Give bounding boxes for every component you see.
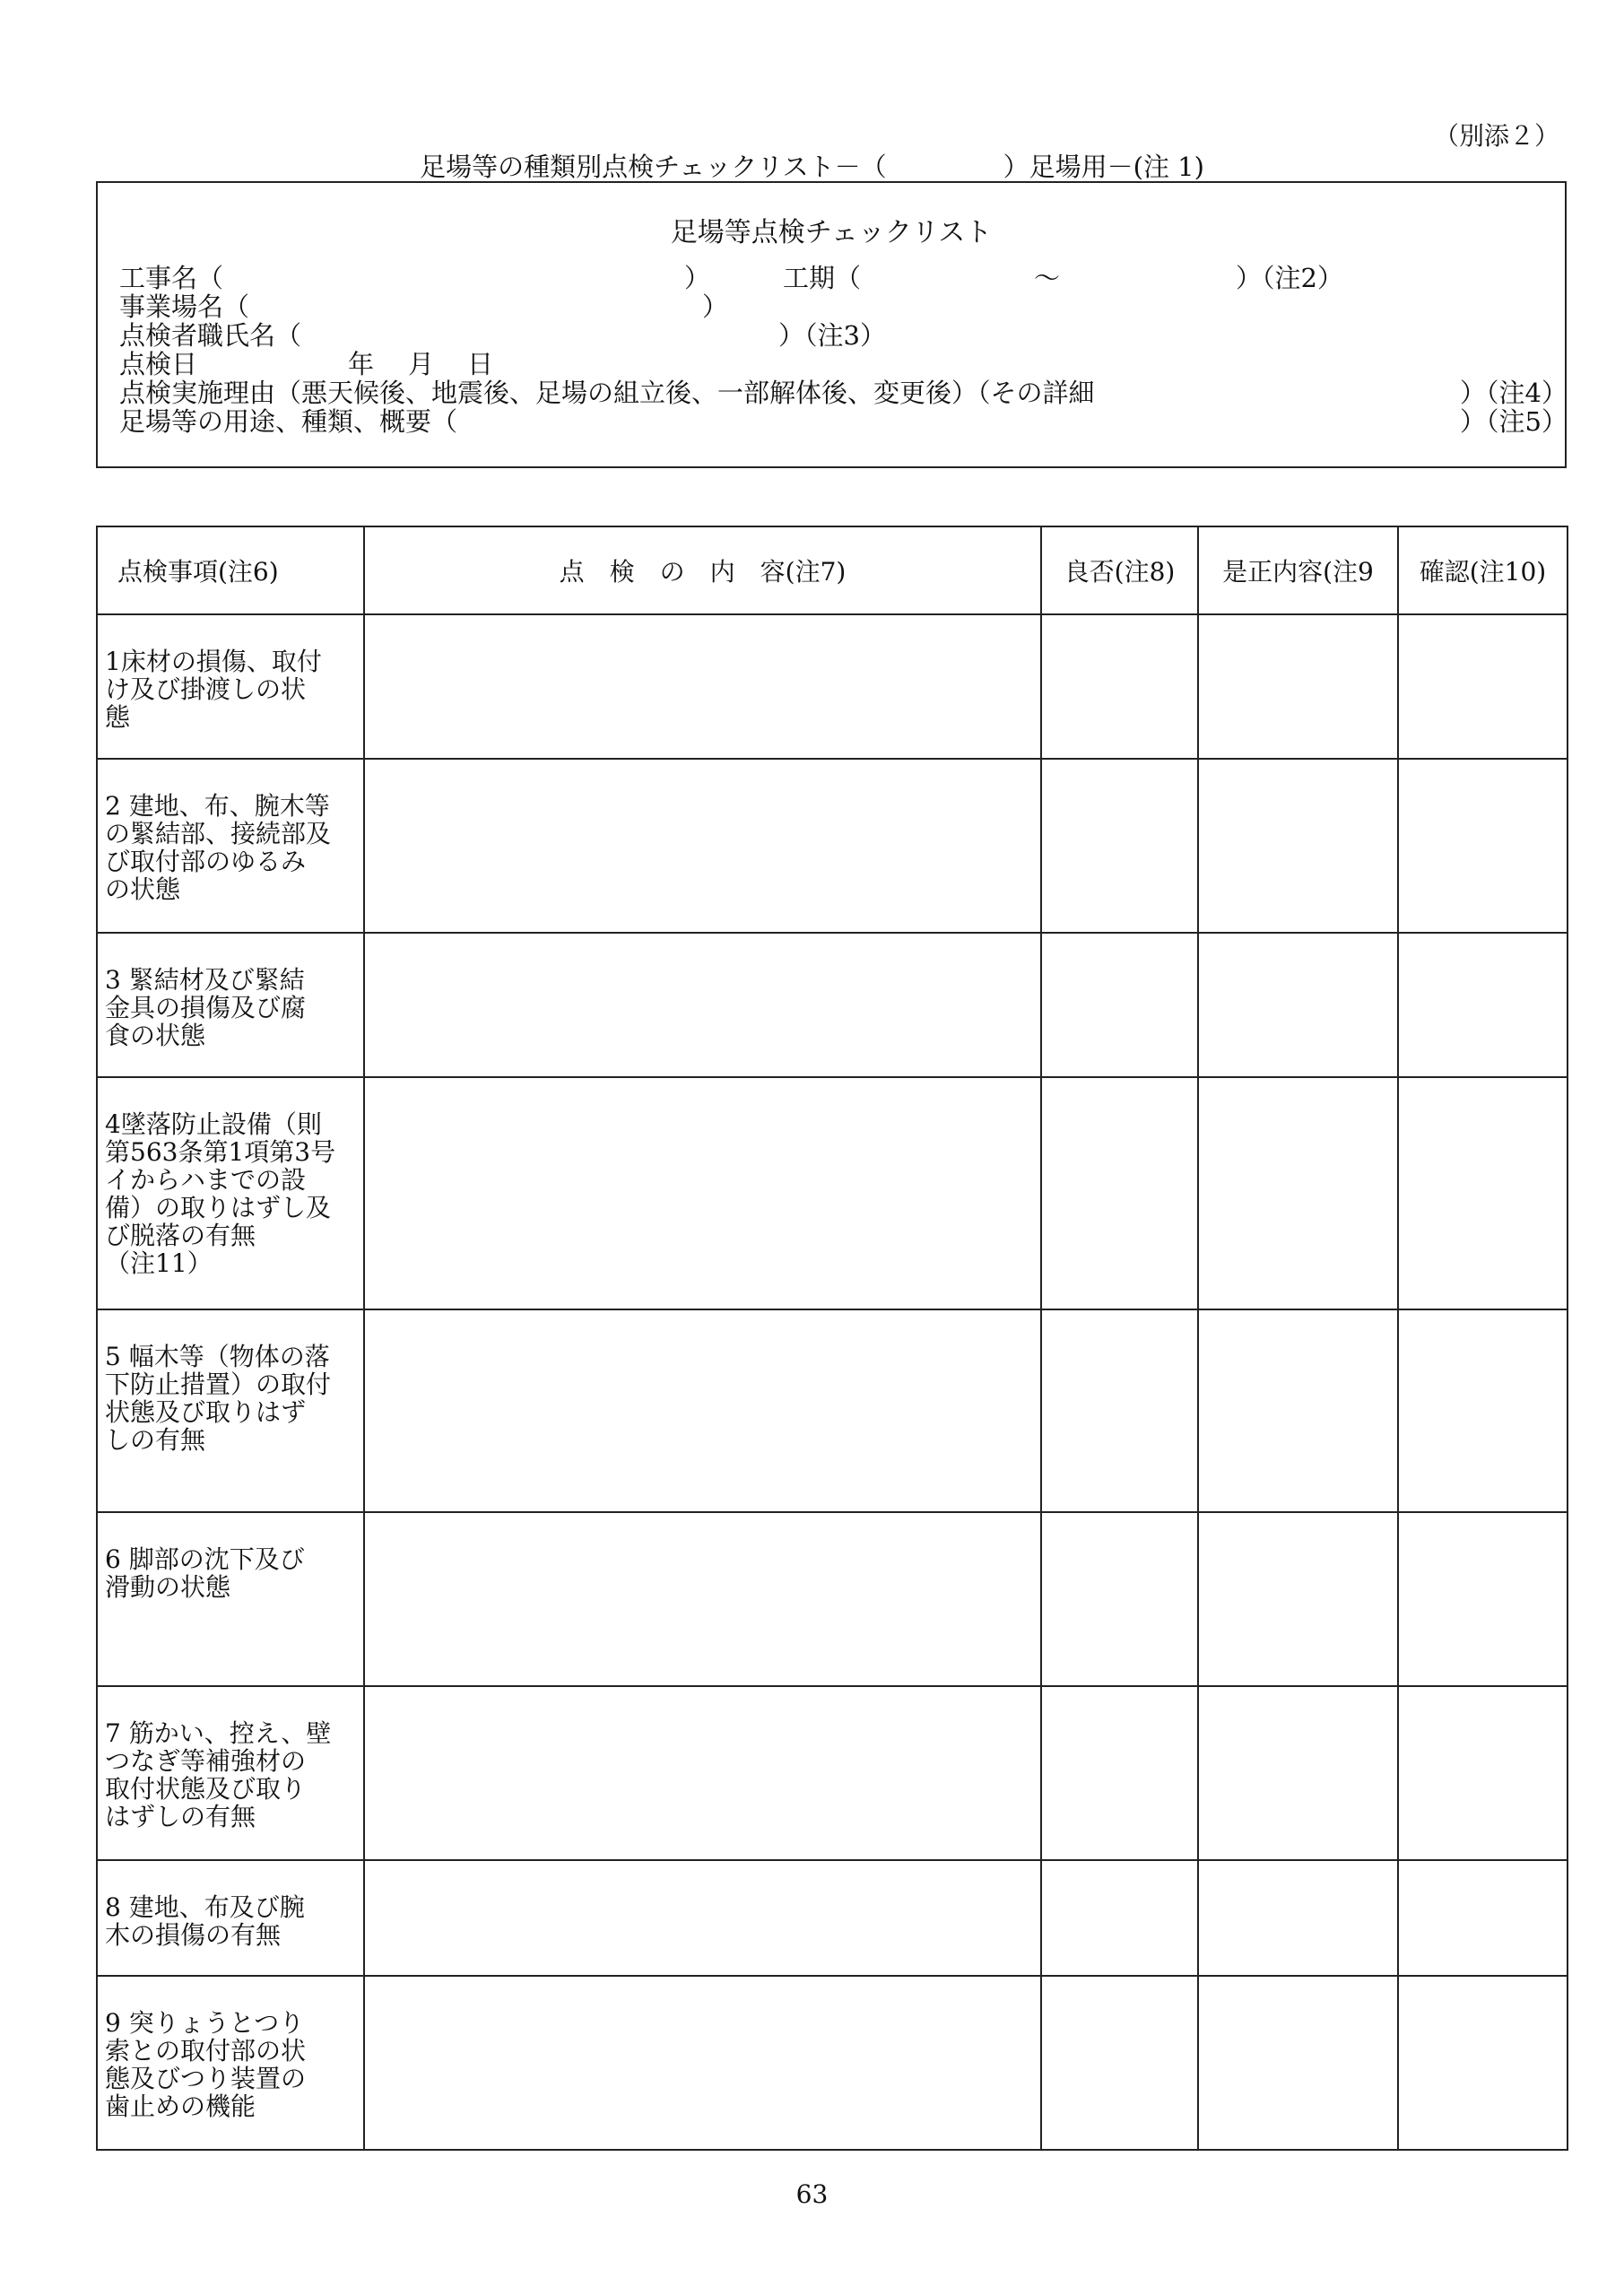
header-confirm: 確認(注10) [1398,526,1568,614]
table-row [97,1077,1568,1309]
result-cell[interactable] [1041,933,1198,1077]
item-text: 5 幅木等（物体の落 下防止措置）の取付 状態及び取りはず しの有無 [105,1342,332,1455]
item-cell [97,1309,364,1512]
date-year-label: 年 [348,349,375,379]
period-tilde: ～ [1034,263,1061,293]
header-correction: 是正内容(注9 [1198,526,1398,614]
item-cell [97,933,364,1077]
content-cell[interactable] [364,1077,1041,1309]
result-cell[interactable] [1041,1976,1198,2150]
content-cell[interactable] [364,1976,1041,2150]
workplace-name-label: 事業場名（ [119,291,250,322]
date-month-label: 月 [408,349,435,379]
item-cell [97,1077,364,1309]
document-title [0,147,1624,184]
table-row [97,1976,1568,2150]
period-label: 工期（ [783,263,862,293]
table-row [97,1686,1568,1860]
item-cell [97,1976,364,2150]
construction-name-label: 工事名（ [119,263,224,293]
confirm-cell[interactable] [1398,1309,1568,1512]
inspection-reason-label: 点検実施理由（悪天候後、地震後、足場の組立後、一部解体後、変更後）（その詳細 [119,378,1095,408]
table-row [97,933,1568,1077]
checklist-title: 足場等点検チェックリスト [670,217,993,248]
result-cell[interactable] [1041,1077,1198,1309]
result-cell[interactable] [1041,1309,1198,1512]
correction-cell[interactable] [1198,614,1398,759]
inspection-header-box [96,181,1567,468]
correction-cell[interactable] [1198,1309,1398,1512]
table-row [97,1309,1568,1512]
correction-cell[interactable] [1198,1860,1398,1976]
usage-close: ）（注5） [1460,406,1568,437]
construction-name-close: ） [684,263,711,293]
content-cell[interactable] [364,1860,1041,1976]
usage-label: 足場等の用途、種類、概要（ [119,406,458,437]
result-cell[interactable] [1041,614,1198,759]
confirm-cell[interactable] [1398,1512,1568,1686]
header-result: 良否(注8) [1041,526,1198,614]
inspection-table [96,526,1568,2151]
correction-cell[interactable] [1198,1686,1398,1860]
inspector-close: ）（注3） [778,320,886,351]
workplace-close: ） [702,291,729,322]
item-text: 2 建地、布、腕木等 の緊結部、接続部及 び取付部のゆるみ の状態 [105,791,332,904]
date-day-label: 日 [467,349,494,379]
attachment-label: （別添２） [1433,121,1559,151]
item-text: 1床材の損傷、取付 け及び掛渡しの状 態 [105,647,322,732]
confirm-cell[interactable] [1398,1686,1568,1860]
content-cell[interactable] [364,759,1041,933]
result-cell[interactable] [1041,1512,1198,1686]
table-header-row [97,526,1568,614]
page-number: 63 [795,2179,829,2209]
item-cell [97,1512,364,1686]
item-cell [97,1860,364,1976]
confirm-cell[interactable] [1398,759,1568,933]
header-item: 点検事項(注6) [97,526,364,614]
header-content: 点 検 の 内 容(注7) [364,526,1041,614]
inspection-date-label: 点検日 [119,349,198,379]
inspector-label: 点検者職氏名（ [119,320,302,351]
content-cell[interactable] [364,1686,1041,1860]
document-title-left: 足場等の種類別点検チェックリスト－（ [420,152,887,182]
item-cell [97,1686,364,1860]
confirm-cell[interactable] [1398,1077,1568,1309]
table-row [97,1860,1568,1976]
table-row [97,614,1568,759]
confirm-cell[interactable] [1398,933,1568,1077]
table-row [97,1512,1568,1686]
correction-cell[interactable] [1198,1077,1398,1309]
content-cell[interactable] [364,1309,1041,1512]
item-text: 8 建地、布及び腕 木の損傷の有無 [105,1892,305,1950]
content-cell[interactable] [364,933,1041,1077]
item-cell [97,614,364,759]
item-text: 7 筋かい、控え、壁 つなぎ等補強材の 取付状態及び取り はずしの有無 [105,1718,332,1831]
period-close: ）（注2） [1236,263,1343,293]
result-cell[interactable] [1041,759,1198,933]
item-text: 3 緊結材及び緊結 金具の損傷及び腐 食の状態 [105,965,307,1050]
item-cell [97,759,364,933]
confirm-cell[interactable] [1398,1860,1568,1976]
correction-cell[interactable] [1198,933,1398,1077]
correction-cell[interactable] [1198,1512,1398,1686]
item-text: 6 脚部の沈下及び 滑動の状態 [105,1544,305,1602]
correction-cell[interactable] [1198,759,1398,933]
confirm-cell[interactable] [1398,1976,1568,2150]
document-title-right: ）足場用－(注 1) [1003,152,1204,182]
reason-close: ）（注4） [1460,378,1568,408]
result-cell[interactable] [1041,1860,1198,1976]
content-cell[interactable] [364,1512,1041,1686]
correction-cell[interactable] [1198,1976,1398,2150]
item-text: 9 突りょうとつり 索との取付部の状 態及びつり装置の 歯止めの機能 [105,2008,307,2121]
item-text: 4墜落防止設備（則 第563条第1項第3号 イからハまでの設 備）の取りはずし及 び脱落の有無 （注11） [105,1109,336,1278]
result-cell[interactable] [1041,1686,1198,1860]
confirm-cell[interactable] [1398,614,1568,759]
content-cell[interactable] [364,614,1041,759]
table-row [97,759,1568,933]
